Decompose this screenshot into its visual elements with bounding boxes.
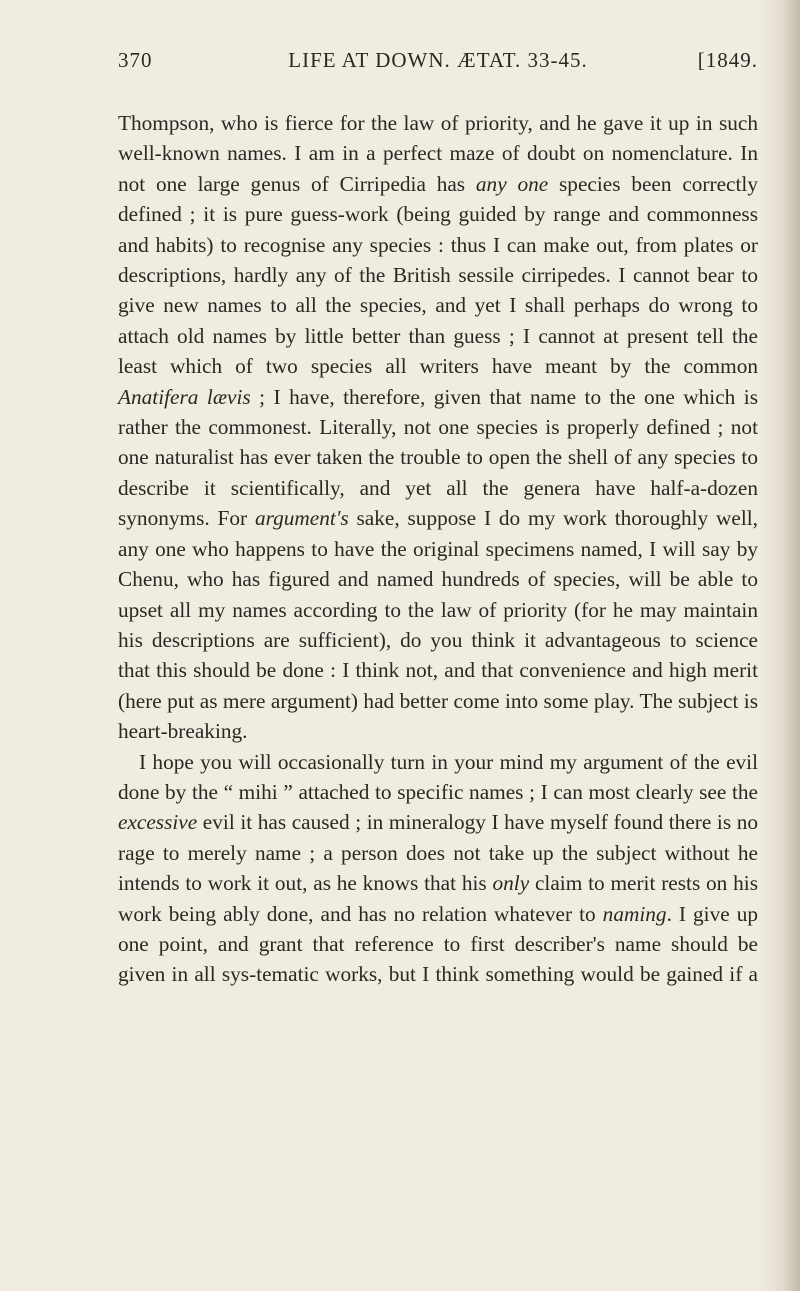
paragraph-1 — [118, 108, 758, 747]
running-header — [118, 48, 758, 78]
text-run: species been correctly defined ; it is pure guess-work (being guided by range and commonness and habits) to recognise any species : thus I can make out, from plates or descriptions, hardly any of the British sessile cirripedes. I cannot bear to give new names to all the species, and yet I shall perhaps do wrong to attach old names by little better than guess ; I cannot at present tell the least which of two species all writers have meant by the common — [118, 171, 758, 379]
text-run: . I give up one point, and grant that reference to first describer's name should be given in all sys-tematic works, but I think something would be gained if a — [118, 901, 758, 987]
text-run: claim to merit rests on his work being ably done, and has no relation whatever to — [118, 871, 758, 926]
italic-run: argument's — [254, 506, 349, 531]
italic-run: excessive — [118, 810, 198, 835]
italic-run: Anatifera lævis — [118, 384, 251, 409]
header-year: [1849. — [697, 48, 758, 72]
text-run: ; I have, therefore, given that name to the one which is rather the commonest. Literally, not one species is properly defined ; not one naturalist has ever taken the trouble to open the shell of any species to describe it scientifically, and yet all the genera have half-a-dozen synonyms. For — [118, 384, 758, 531]
page-edge-shadow — [760, 0, 800, 1291]
running-title: LIFE AT DOWN. ÆTAT. 33-45. — [288, 48, 588, 72]
text-run: evil it has caused ; in mineralogy I have myself found there is no rage to merely name ; a person does not take up the subject without he intends to work it out, as he knows that his — [118, 810, 758, 896]
text-run: Thompson, who is fierce for the law of priority, and he gave it up in such well-known names. I am in a perfect maze of doubt on nomenclature. In not one large genus of Cirripedia has — [118, 111, 758, 196]
text-run: sake, suppose I do my work thoroughly well, any one who happens to have the original specimens named, I will say by Chenu, who has figured and named hundreds of species, will be able to upset all my names according to the law of priority (for he may maintain his descriptions are sufficient), do you think it advantageous to science that this should be done : I think not, and that convenience and high merit (here put as mere argument) had better come into some play. The subject is heart-breaking. — [118, 506, 758, 744]
page-number: 370 — [118, 48, 153, 72]
paragraph-2 — [118, 747, 758, 990]
body-text — [118, 108, 758, 990]
italic-run: any one — [475, 171, 549, 196]
text-run: I hope you will occasionally turn in your mind my argument of the evil done by the “ mihi ” attached to specific names ; I can most clearly see the — [118, 749, 758, 804]
italic-run: only — [492, 871, 530, 896]
italic-run: naming — [602, 901, 667, 926]
